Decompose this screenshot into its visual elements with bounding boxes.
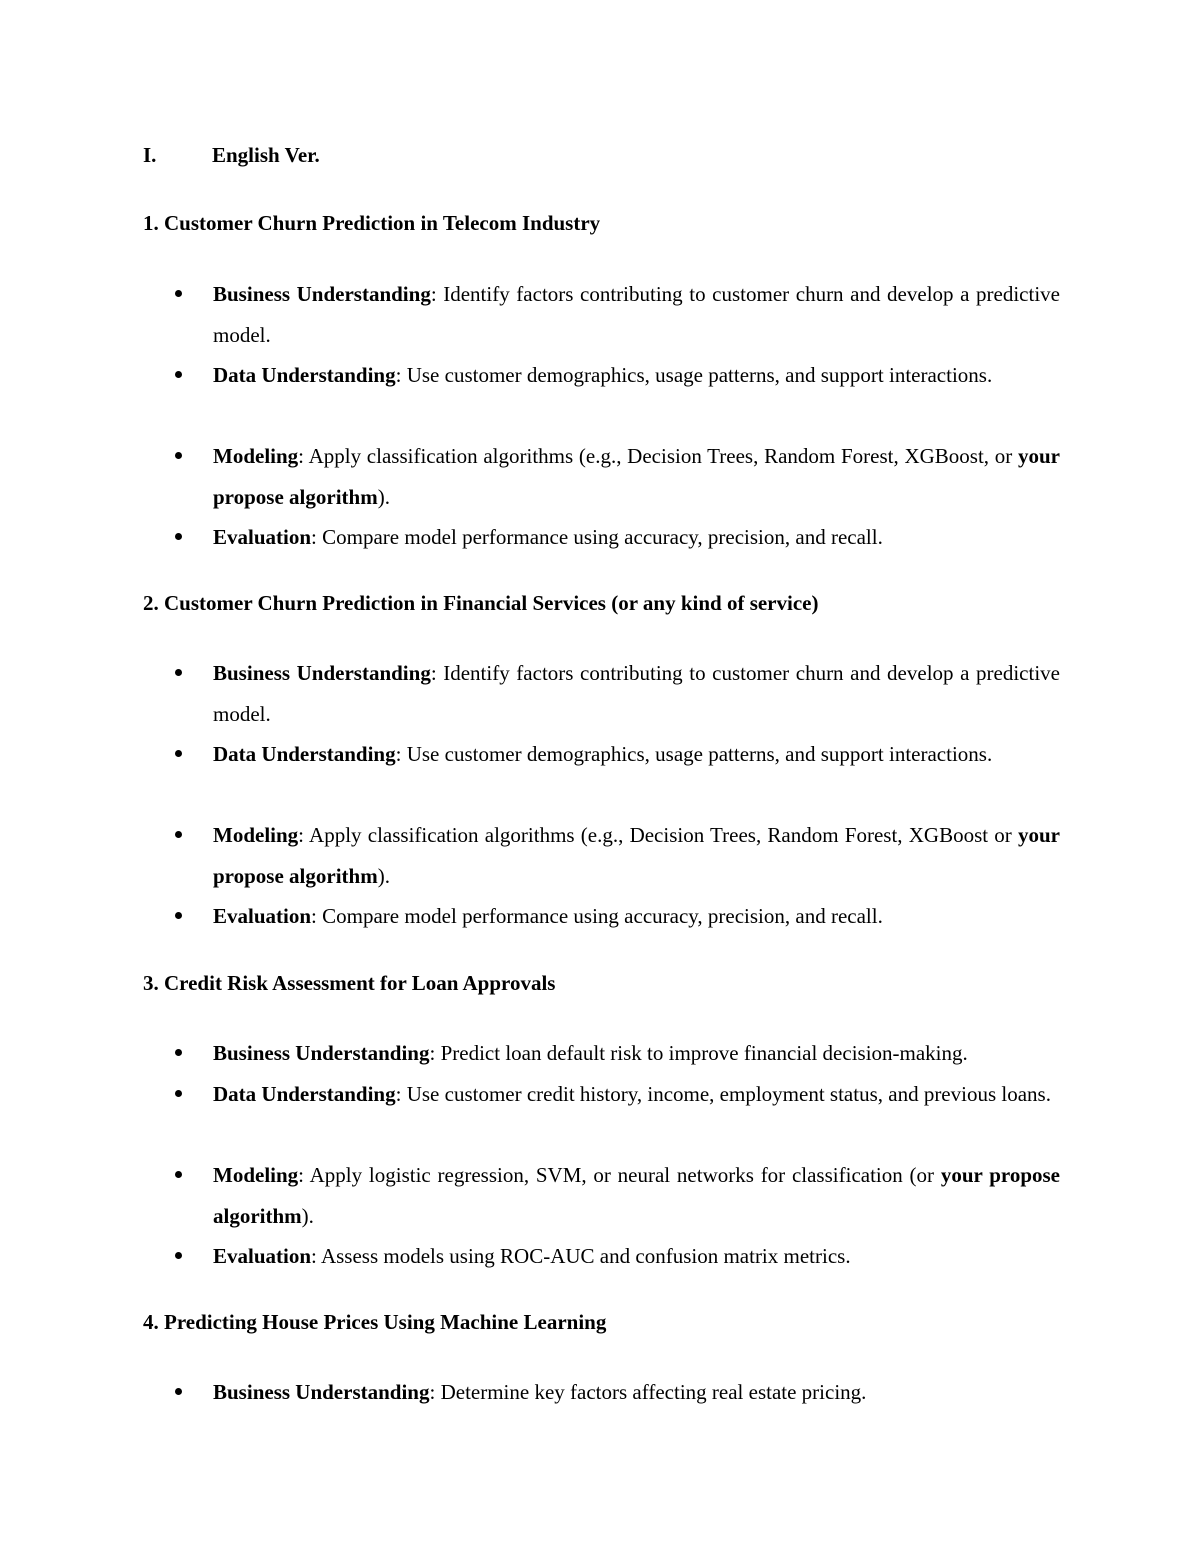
item-text: : Use customer demographics, usage patterns, and support interactions. <box>395 363 993 387</box>
item-text: : Apply classification algorithms (e.g., Decision Trees, Random Forest, XGBoost or <box>298 823 1018 847</box>
section-title: 3. Credit Risk Assessment for Loan Approvals <box>143 971 556 995</box>
item-label: Modeling <box>213 444 299 468</box>
item-text: : Apply classification algorithms (e.g., Decision Trees, Random Forest, XGBoost, or <box>298 444 1018 468</box>
item-text: : Assess models using ROC-AUC and confusion matrix metrics. <box>311 1244 851 1268</box>
item-text: : Apply logistic regression, SVM, or neural networks for classification (or <box>298 1163 941 1187</box>
section-title: 2. Customer Churn Prediction in Financial Services (or any kind of service) <box>143 591 819 615</box>
item-label: Data Understanding <box>213 1082 396 1106</box>
item-label: Data Understanding <box>213 742 396 766</box>
item-label: Evaluation <box>213 1244 312 1268</box>
list-item <box>213 896 1060 937</box>
list-item <box>213 815 1060 896</box>
section-title: 4. Predicting House Prices Using Machine Learning <box>143 1310 607 1334</box>
list-item <box>213 734 1060 775</box>
item-emphasis: your propose algorithm <box>213 444 1060 509</box>
item-text: : Determine key factors affecting real estate pricing. <box>429 1380 867 1404</box>
list-item <box>213 1236 1060 1277</box>
item-text: : Predict loan default risk to improve financial decision-making. <box>429 1041 968 1065</box>
item-text: : Identify factors contributing to customer churn and develop a predictive model. <box>213 661 1060 726</box>
list-item <box>213 436 1060 517</box>
part-heading <box>143 143 320 168</box>
item-text: : Compare model performance using accuracy, precision, and recall. <box>311 525 883 549</box>
item-text: : Compare model performance using accuracy, precision, and recall. <box>311 904 883 928</box>
item-emphasis: your propose algorithm <box>213 823 1060 888</box>
part-title: English Ver. <box>212 143 320 167</box>
part-numeral: I. <box>143 143 157 167</box>
item-label: Modeling <box>213 823 299 847</box>
section-title: 1. Customer Churn Prediction in Telecom Industry <box>143 211 601 235</box>
list-item <box>213 355 1060 396</box>
list-item <box>213 1155 1060 1236</box>
item-label: Data Understanding <box>213 363 396 387</box>
item-text: : Identify factors contributing to customer churn and develop a predictive model. <box>213 282 1060 347</box>
list-item <box>213 274 1060 355</box>
item-text-end: ). <box>301 1203 314 1228</box>
item-label: Business Understanding <box>213 661 431 685</box>
list-item <box>213 1372 1060 1413</box>
item-text: : Use customer demographics, usage patterns, and support interactions. <box>395 742 993 766</box>
item-text: : Use customer credit history, income, employment status, and previous loans. <box>395 1082 1051 1106</box>
item-label: Evaluation <box>213 525 312 549</box>
list-item <box>213 1033 1060 1074</box>
item-label: Business Understanding <box>213 1380 430 1404</box>
item-label: Business Understanding <box>213 282 431 306</box>
item-text-end: ). <box>377 484 390 509</box>
item-emphasis: your propose algorithm <box>213 1163 1061 1228</box>
list-item <box>213 1074 1060 1115</box>
list-item <box>213 517 1060 558</box>
item-label: Business Understanding <box>213 1041 430 1065</box>
list-item <box>213 653 1060 734</box>
item-text-end: ). <box>377 863 390 888</box>
item-label: Modeling <box>213 1163 299 1187</box>
item-label: Evaluation <box>213 904 312 928</box>
